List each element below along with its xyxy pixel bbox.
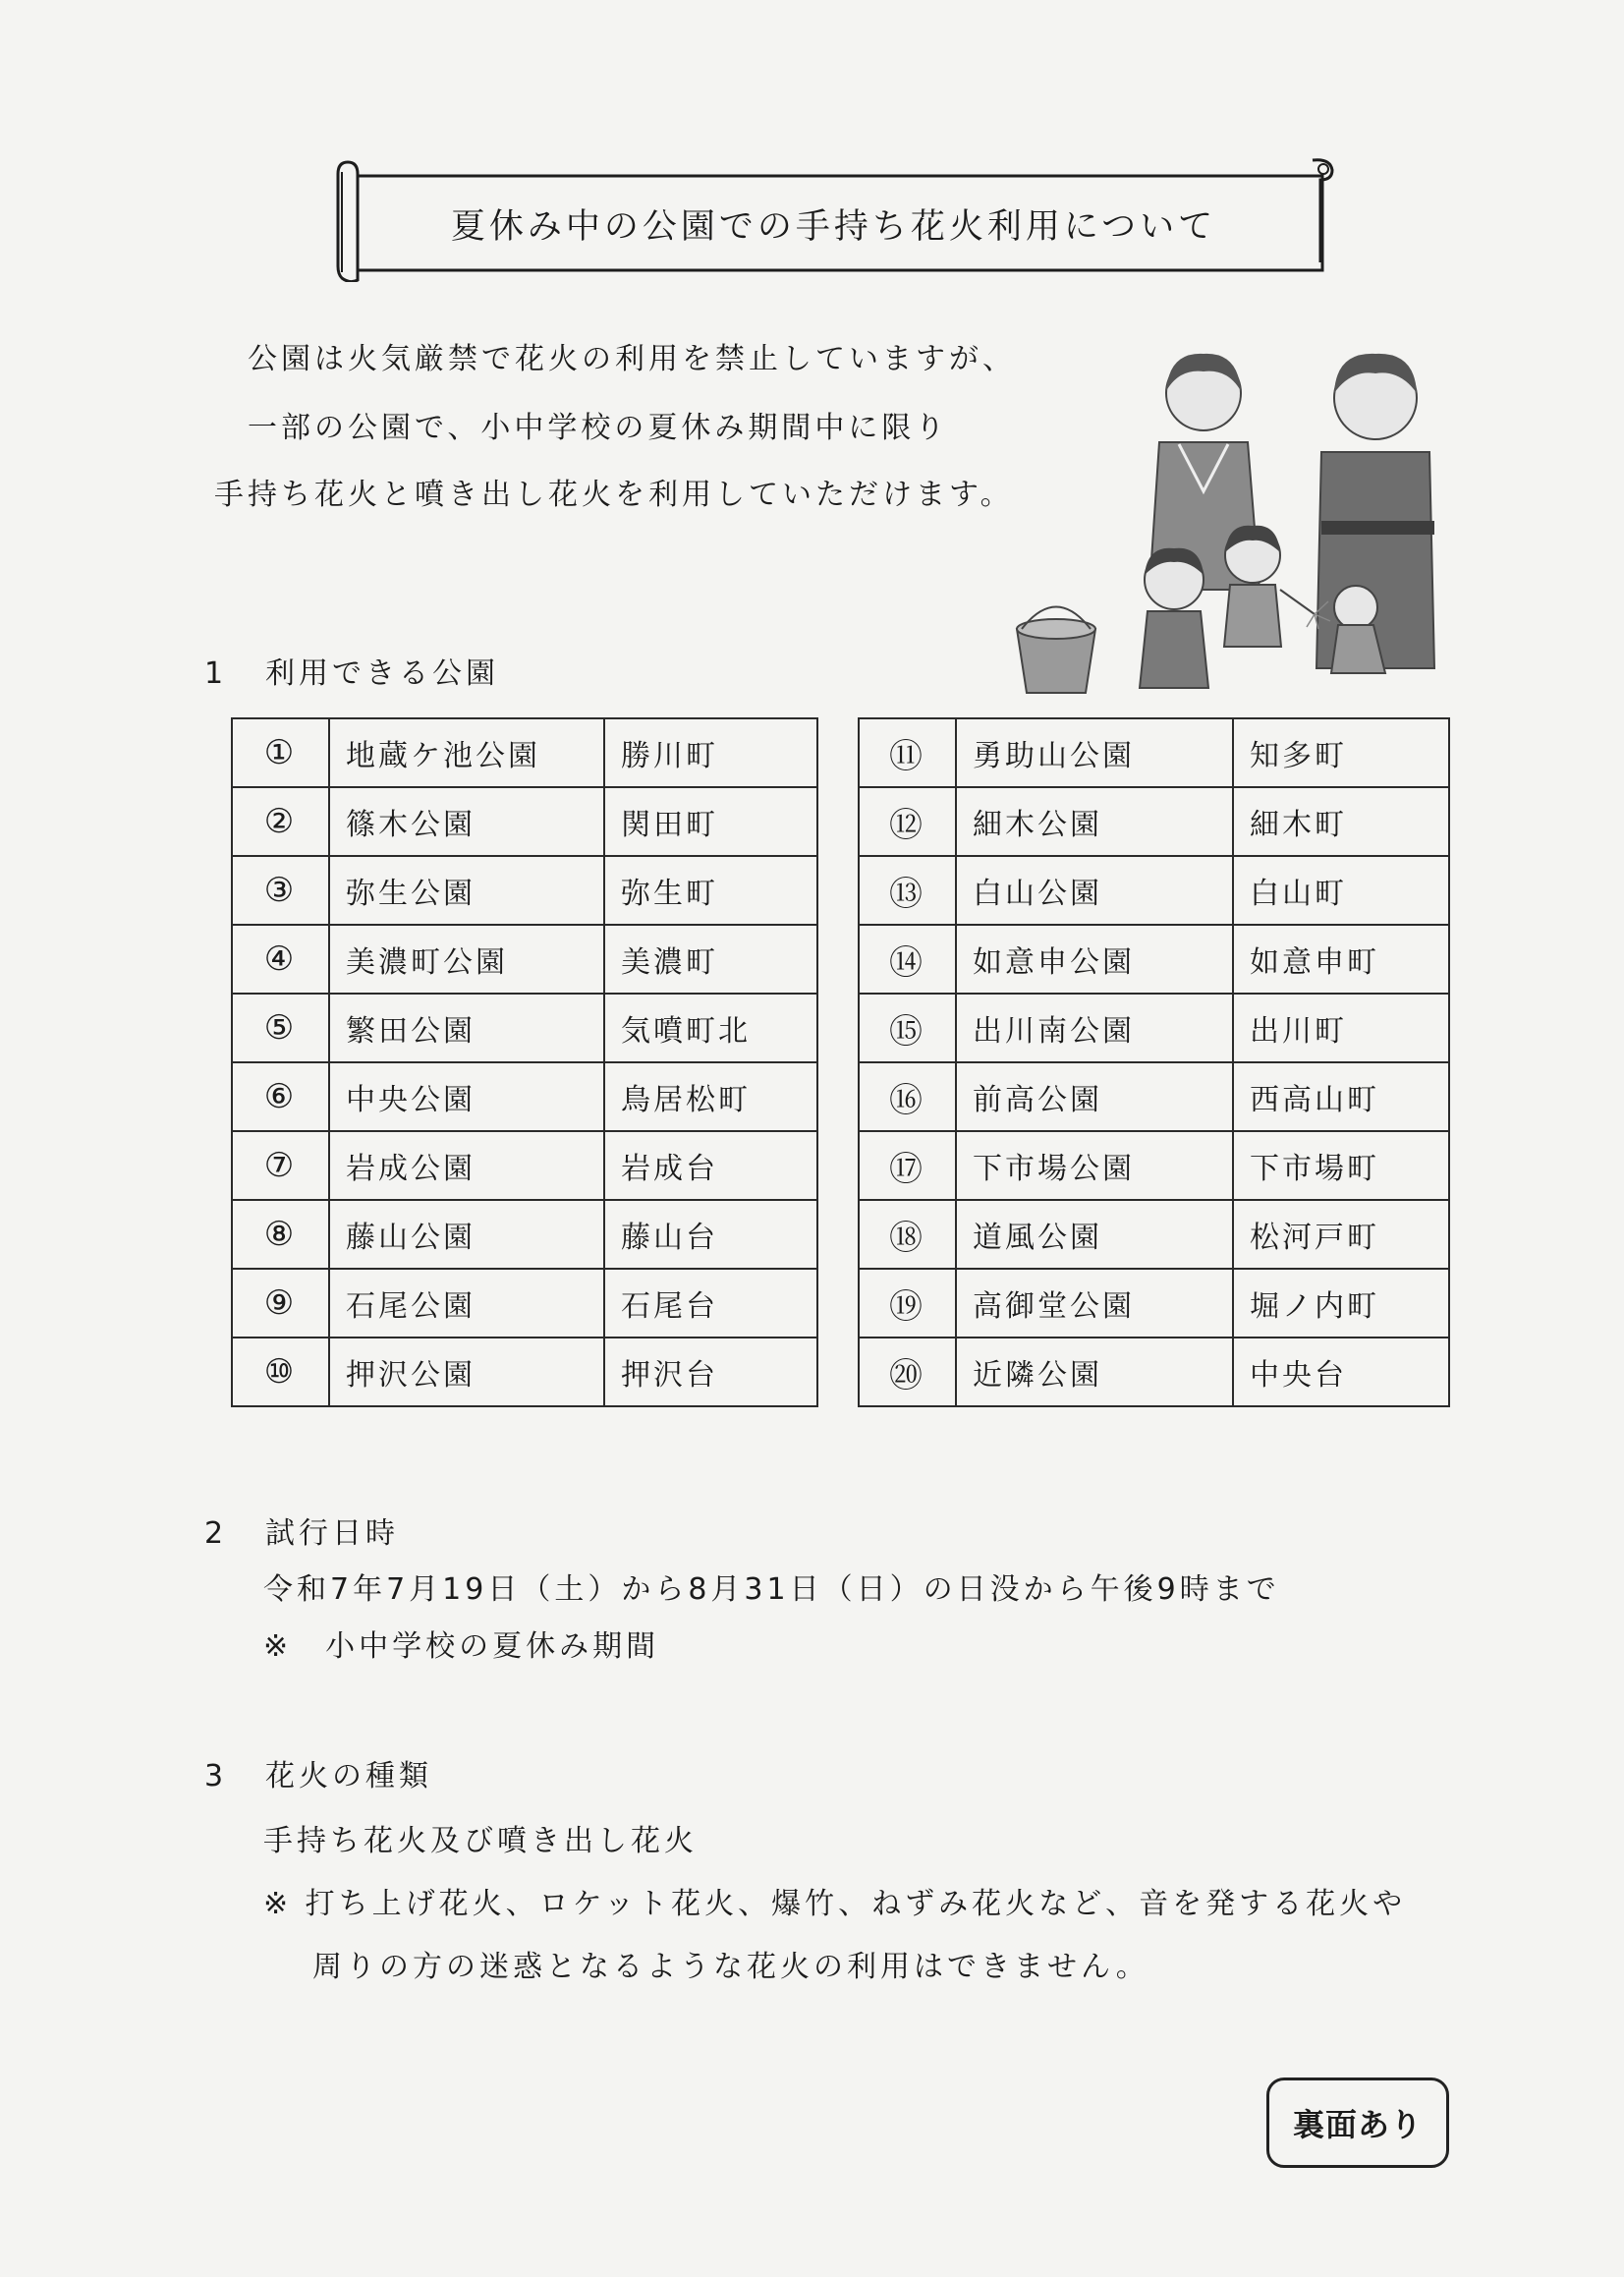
park-name: 前高公園 xyxy=(956,1062,1233,1131)
trial-date-note: ※ 小中学校の夏休み期間 xyxy=(263,1629,660,1664)
table-row xyxy=(859,1062,1449,1131)
park-number: ⑤ xyxy=(232,994,329,1062)
section-1-number: 1 xyxy=(204,656,228,691)
park-town: 西高山町 xyxy=(1233,1062,1449,1131)
park-town: 関田町 xyxy=(604,787,817,856)
park-town: 気噴町北 xyxy=(604,994,817,1062)
table-row xyxy=(232,925,817,994)
park-name: 繁田公園 xyxy=(329,994,604,1062)
park-number: ⑳ xyxy=(859,1338,956,1406)
park-name: 白山公園 xyxy=(956,856,1233,925)
park-number: ② xyxy=(232,787,329,856)
park-name: 弥生公園 xyxy=(329,856,604,925)
table-row xyxy=(232,1062,817,1131)
section-2-title: 試行日時 xyxy=(265,1516,399,1551)
park-town: 弥生町 xyxy=(604,856,817,925)
table-row xyxy=(232,718,817,787)
table-row xyxy=(232,1131,817,1200)
park-number: ⑥ xyxy=(232,1062,329,1131)
table-row xyxy=(859,994,1449,1062)
park-name: 出川南公園 xyxy=(956,994,1233,1062)
park-town: 美濃町 xyxy=(604,925,817,994)
fireworks-note-line-2: 周りの方の迷惑となるような花火の利用はできません。 xyxy=(312,1950,1149,1984)
park-number: ⑭ xyxy=(859,925,956,994)
park-table-left xyxy=(231,717,818,1407)
table-row xyxy=(859,787,1449,856)
section-1-heading xyxy=(204,649,499,692)
table-row xyxy=(859,1338,1449,1406)
park-table-right xyxy=(858,717,1450,1407)
park-number: ① xyxy=(232,718,329,787)
park-town: 藤山台 xyxy=(604,1200,817,1269)
park-number: ④ xyxy=(232,925,329,994)
park-name: 細木公園 xyxy=(956,787,1233,856)
park-number: ⑧ xyxy=(232,1200,329,1269)
table-row xyxy=(232,856,817,925)
park-number: ⑫ xyxy=(859,787,956,856)
intro-line-3: 手持ち花火と噴き出し花火を利用していただけます。 xyxy=(214,478,1014,512)
table-row xyxy=(859,856,1449,925)
section-3-title: 花火の種類 xyxy=(265,1759,432,1793)
park-number: ③ xyxy=(232,856,329,925)
park-number: ⑪ xyxy=(859,718,956,787)
park-number: ⑯ xyxy=(859,1062,956,1131)
section-2-heading xyxy=(204,1509,399,1552)
park-name: 地蔵ケ池公園 xyxy=(329,718,604,787)
park-town: 勝川町 xyxy=(604,718,817,787)
park-name: 下市場公園 xyxy=(956,1131,1233,1200)
park-name: 高御堂公園 xyxy=(956,1269,1233,1338)
intro-line-1: 公園は火気厳禁で花火の利用を禁止していますが、 xyxy=(248,342,1016,376)
park-number: ⑩ xyxy=(232,1338,329,1406)
park-number: ⑬ xyxy=(859,856,956,925)
park-name: 美濃町公園 xyxy=(329,925,604,994)
park-town: 鳥居松町 xyxy=(604,1062,817,1131)
backside-label: 裏面あり xyxy=(1266,2078,1449,2168)
section-2-number: 2 xyxy=(204,1516,228,1551)
table-row xyxy=(232,994,817,1062)
table-row xyxy=(232,787,817,856)
park-number: ⑨ xyxy=(232,1269,329,1338)
table-row xyxy=(859,718,1449,787)
table-row xyxy=(859,1200,1449,1269)
intro-line-2: 一部の公園で、小中学校の夏休み期間中に限り xyxy=(248,411,949,445)
table-row xyxy=(859,925,1449,994)
park-town: 中央台 xyxy=(1233,1338,1449,1406)
park-name: 如意申公園 xyxy=(956,925,1233,994)
park-town: 細木町 xyxy=(1233,787,1449,856)
section-1-title: 利用できる公園 xyxy=(265,656,499,691)
park-number: ⑦ xyxy=(232,1131,329,1200)
park-town: 石尾台 xyxy=(604,1269,817,1338)
park-name: 岩成公園 xyxy=(329,1131,604,1200)
fireworks-type-line: 手持ち花火及び噴き出し花火 xyxy=(263,1824,698,1858)
table-row xyxy=(232,1338,817,1406)
park-town: 押沢台 xyxy=(604,1338,817,1406)
park-town: 松河戸町 xyxy=(1233,1200,1449,1269)
table-row xyxy=(232,1269,817,1338)
park-name: 石尾公園 xyxy=(329,1269,604,1338)
title-banner xyxy=(330,154,1337,282)
park-town: 出川町 xyxy=(1233,994,1449,1062)
park-name: 近隣公園 xyxy=(956,1338,1233,1406)
park-name: 押沢公園 xyxy=(329,1338,604,1406)
park-town: 堀ノ内町 xyxy=(1233,1269,1449,1338)
park-number: ⑱ xyxy=(859,1200,956,1269)
fireworks-note-line-1: ※ 打ち上げ花火、ロケット花火、爆竹、ねずみ花火など、音を発する花火や xyxy=(263,1887,1407,1921)
park-town: 如意申町 xyxy=(1233,925,1449,994)
park-number: ⑮ xyxy=(859,994,956,1062)
table-row xyxy=(859,1131,1449,1200)
family-fireworks-illustration xyxy=(1002,334,1454,698)
park-town: 岩成台 xyxy=(604,1131,817,1200)
section-3-heading xyxy=(204,1751,432,1794)
park-town: 知多町 xyxy=(1233,718,1449,787)
park-name: 中央公園 xyxy=(329,1062,604,1131)
park-name: 篠木公園 xyxy=(329,787,604,856)
park-number: ⑰ xyxy=(859,1131,956,1200)
park-number: ⑲ xyxy=(859,1269,956,1338)
park-name: 藤山公園 xyxy=(329,1200,604,1269)
trial-date-line: 令和7年7月19日（土）から8月31日（日）の日没から午後9時まで xyxy=(263,1572,1280,1607)
page-title: 夏休み中の公園での手持ち花火利用について xyxy=(450,207,1217,247)
table-row xyxy=(232,1200,817,1269)
section-3-number: 3 xyxy=(204,1759,228,1793)
table-row xyxy=(859,1269,1449,1338)
park-name: 道風公園 xyxy=(956,1200,1233,1269)
park-town: 白山町 xyxy=(1233,856,1449,925)
park-name: 勇助山公園 xyxy=(956,718,1233,787)
park-town: 下市場町 xyxy=(1233,1131,1449,1200)
